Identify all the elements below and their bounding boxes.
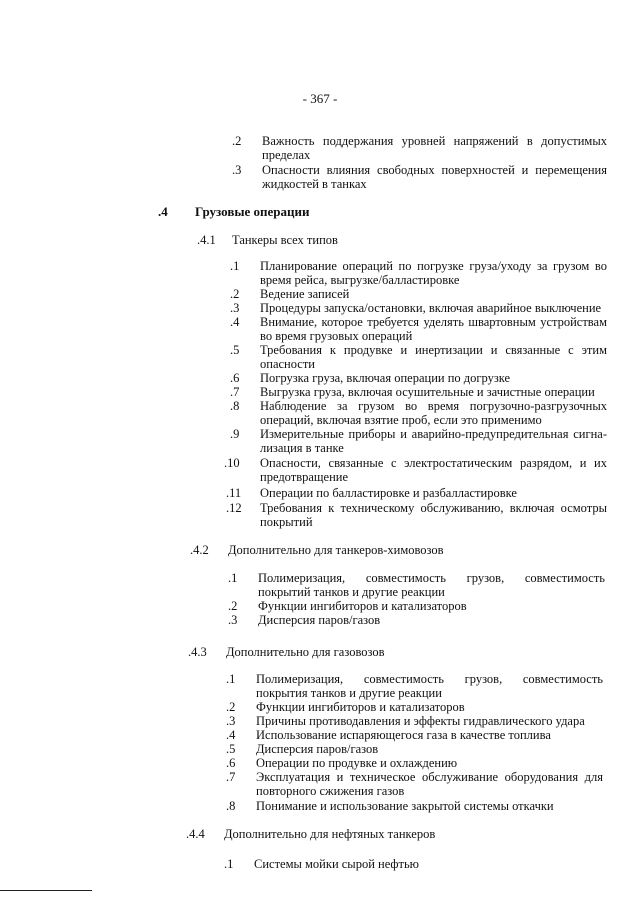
item-number: .7 xyxy=(226,770,236,784)
list-item-text: Измерительные приборы и аварийно-предупредительная сигна-лизация в танке xyxy=(260,427,607,455)
item-number: .7 xyxy=(230,385,240,399)
item-number: .10 xyxy=(224,456,240,470)
list-item-text: Функции ингибиторов и катализаторов xyxy=(256,700,465,714)
list-item-text: Дисперсия паров/газов xyxy=(256,742,379,756)
item-number: .1 xyxy=(228,571,238,585)
item-number: .1 xyxy=(230,259,240,273)
list-item-text: Операции по продувке и охлаждению xyxy=(256,756,458,770)
footnote-rule xyxy=(0,890,92,891)
subsection-number: .4.2 xyxy=(190,543,209,557)
item-number: .4 xyxy=(226,728,236,742)
list-item-text: Опасности, связанные с электростатическим разрядом, и их предотвращение xyxy=(260,456,607,484)
list-item-text: Требования к техническому обслуживанию, включая осмотры покрытий xyxy=(260,501,607,529)
list-item-text: Операции по балластировке и разбалластировке xyxy=(260,486,517,500)
list-item-text: Эксплуатация и техническое обслуживание оборудования для повторного сжижения газов xyxy=(256,770,603,798)
list-item-text: Понимание и использование закрытой системы откачки xyxy=(256,799,554,813)
subsection-title: Дополнительно для нефтяных танкеров xyxy=(224,827,436,841)
item-number: .3 xyxy=(230,301,240,315)
item-number: .2 xyxy=(232,134,242,148)
item-number: .3 xyxy=(228,613,238,627)
list-item-text: Системы мойки сырой нефтью xyxy=(254,857,420,871)
subsection-title: Танкеры всех типов xyxy=(232,233,338,247)
item-number: .4 xyxy=(230,315,240,329)
subsection-number: .4.3 xyxy=(188,645,207,659)
list-item-text: Использование испаряющегося газа в качестве топлива xyxy=(256,728,551,742)
list-item-text: Важность поддержания уровней напряжений в допустимых пределах xyxy=(262,134,607,162)
item-number: .8 xyxy=(230,399,240,413)
list-item-text: Функции ингибиторов и катализаторов xyxy=(258,599,467,613)
item-number: .3 xyxy=(232,163,242,177)
item-number: .8 xyxy=(226,799,236,813)
list-item-text: Планирование операций по погрузке груза/уходу за грузом во время рейса, выгрузке/балластировке xyxy=(260,259,607,287)
subsection-number: .4.4 xyxy=(186,827,205,841)
item-number: .2 xyxy=(228,599,238,613)
list-item-text: Погрузка груза, включая операции по догрузке xyxy=(260,371,511,385)
list-item-text: Полимеризация, совместимость грузов, совместимость покрытий танков и другие реакции xyxy=(258,571,605,599)
list-item-text: Процедуры запуска/остановки, включая аварийное выключение xyxy=(260,301,602,315)
item-number: .5 xyxy=(230,343,240,357)
subsection-title: Дополнительно для танкеров-химовозов xyxy=(228,543,444,557)
item-number: .9 xyxy=(230,427,240,441)
list-item-text: Полимеризация, совместимость грузов, совместимость покрытия танков и другие реакции xyxy=(256,672,603,700)
item-number: .3 xyxy=(226,714,236,728)
list-item-text: Опасности влияния свободных поверхностей и перемещения жидкостей в танках xyxy=(262,163,607,191)
list-item-text: Дисперсия паров/газов xyxy=(258,613,381,627)
item-number: .12 xyxy=(226,501,242,515)
item-number: .11 xyxy=(226,486,242,500)
item-number: .2 xyxy=(226,700,236,714)
page-number: - 367 - xyxy=(302,91,338,106)
item-number: .6 xyxy=(226,756,236,770)
list-item-text: Внимание, которое требуется уделять швартовным устройствам во время грузовых операций xyxy=(260,315,607,343)
item-number: .1 xyxy=(226,672,236,686)
section-number: .4 xyxy=(158,204,168,219)
section-title: Грузовые операции xyxy=(195,204,310,219)
subsection-number: .4.1 xyxy=(197,233,216,247)
list-item-text: Ведение записей xyxy=(260,287,350,301)
item-number: .6 xyxy=(230,371,240,385)
list-item-text: Причины противодавления и эффекты гидравлического удара xyxy=(256,714,585,728)
subsection-title: Дополнительно для газовозов xyxy=(226,645,385,659)
item-number: .2 xyxy=(230,287,240,301)
item-number: .1 xyxy=(224,857,234,871)
list-item-text: Выгрузка груза, включая осушительные и зачистные операции xyxy=(260,385,595,399)
item-number: .5 xyxy=(226,742,236,756)
list-item-text: Требования к продувке и инертизации и связанные с этим опасности xyxy=(260,343,607,371)
list-item-text: Наблюдение за грузом во время погрузочно-разгрузочных операций, включая взятие проб, если это применимо xyxy=(260,399,607,427)
